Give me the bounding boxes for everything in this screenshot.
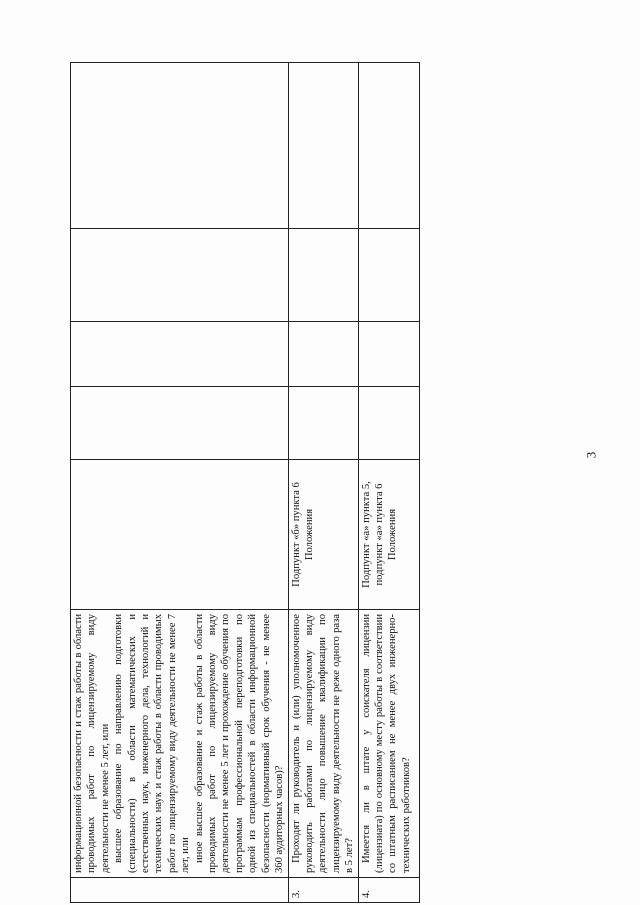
empty-cell [358,322,419,387]
empty-cell [288,322,358,387]
table-row [288,63,358,903]
empty-cell [288,229,358,322]
empty-cell [71,387,289,460]
question-cell: Проходят ли руководитель и (или) уполномоченное руководить работами по лицензируемому виду деятельности лицо повышение квалификации по лицензируемому виду деятельности не реже одного раза в 5 лет? [288,610,358,878]
empty-cell [358,387,419,460]
empty-cell [71,322,289,387]
question-cell [71,610,289,878]
rotated-table-wrapper [70,63,412,903]
row-number: 3. [288,878,358,903]
reference-cell: Подпункт «а» пункта 5, подпункт «а» пункта 6 Положения [358,460,419,610]
page-number: 3 [583,451,599,459]
table-row [71,63,289,903]
empty-cell [71,229,289,322]
empty-cell [71,63,289,229]
row-number [71,878,289,903]
reference-cell [71,460,289,610]
empty-cell [358,63,419,229]
row-number: 4. [358,878,419,903]
question-cell: Имеется ли в штате у соискателя лицензии (лицензиата) по основному месту работы в соответствии со штатным расписанием не менее двух инженерно-технических работников? [358,610,419,878]
empty-cell [288,63,358,229]
question-text: информационной безопасности и стаж работы в области проводимых работ по лицензируемому виду деятельности не менее 5 лет, или [73,614,111,873]
checklist-table [70,62,420,903]
empty-cell [288,387,358,460]
question-text: высшее образование по направлению подготовки (специальности) в области математических и естественных наук, инженерного дела, технологий и технических наук и стаж работы в области проводимых работ по лицензируемому виду деятельности не менее 7 лет, или [113,614,192,873]
table-row [358,63,419,903]
empty-cell [358,229,419,322]
question-text: иное высшее образование и стаж работы в области проводимых работ по лицензируемому виду деятельности не менее 5 лет и прохождение обучения по программам профессиональной переподготовки по одной из специальностей в области информационной безопасности (нормативный срок обучения - не менее 360 аудиторных часов)? [193,614,286,873]
reference-cell: Подпункт «б» пункта 6 Положения [288,460,358,610]
